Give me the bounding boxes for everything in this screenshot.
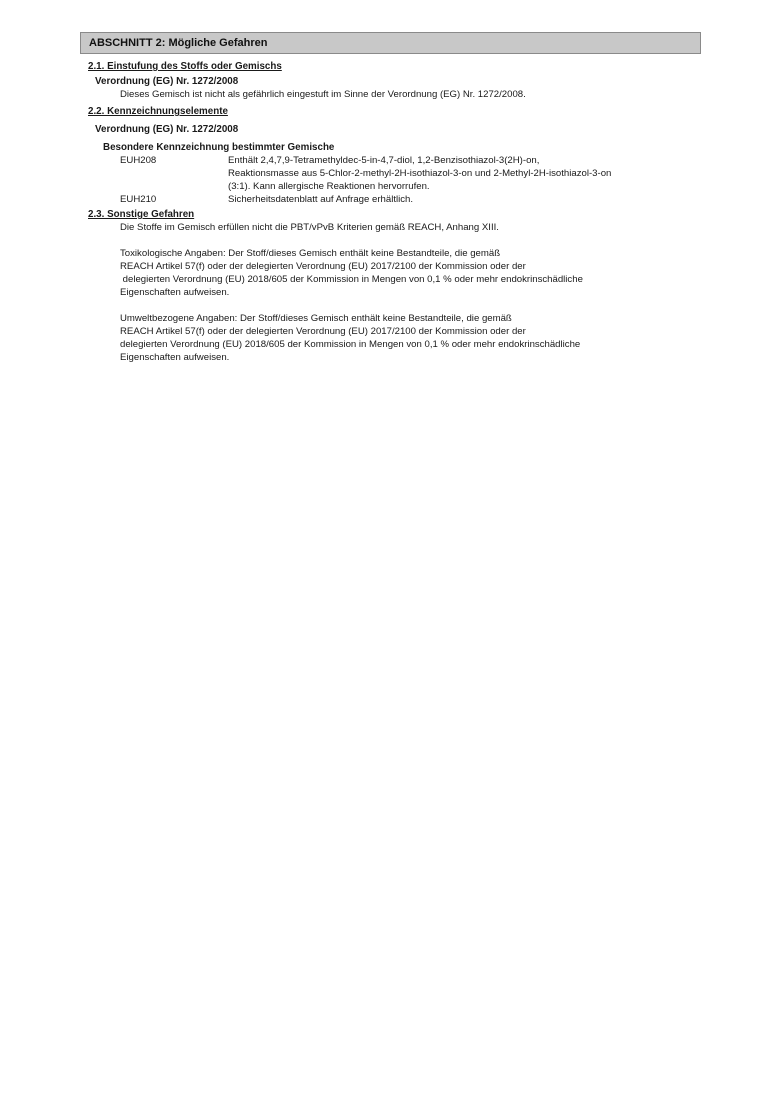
paragraph-line: Eigenschaften aufweisen. (120, 287, 230, 298)
euh-entry (120, 154, 701, 193)
subsection-2-3-heading: 2.3. Sonstige Gefahren (88, 209, 195, 220)
paragraph-line: Eigenschaften aufweisen. (120, 352, 230, 363)
euh-text (228, 193, 701, 206)
subsection-2-1-heading: 2.1. Einstufung des Stoffs oder Gemischs (88, 61, 282, 72)
regulation-heading-2-1: Verordnung (EG) Nr. 1272/2008 (95, 76, 239, 87)
regulation-heading-2-2: Verordnung (EG) Nr. 1272/2008 (95, 124, 239, 135)
paragraph-line: Toxikologische Angaben: Der Stoff/dieses Gemisch enthält keine Bestandteile, die gemäß (120, 248, 501, 259)
paragraph-line: Umweltbezogene Angaben: Der Stoff/dieses Gemisch enthält keine Bestandteile, die gemäß (120, 313, 512, 324)
paragraph-line: REACH Artikel 57(f) oder der delegierten Verordnung (EU) 2017/2100 der Kommission oder der (120, 261, 526, 272)
euh-text-line: Enthält 2,4,7,9-Tetramethyldec-5-in-4,7-diol, 1,2-Benzisothiazol-3(2H)-on, (228, 155, 540, 166)
pbt-statement: Die Stoffe im Gemisch erfüllen nicht die PBT/vPvB Kriterien gemäß REACH, Anhang XIII. (120, 222, 499, 233)
paragraph-line: REACH Artikel 57(f) oder der delegierten Verordnung (EU) 2017/2100 der Kommission oder der (120, 326, 526, 337)
special-labelling-heading: Besondere Kennzeichnung bestimmter Gemische (103, 142, 335, 153)
toxicological-paragraph (120, 247, 701, 299)
euh-code: EUH208 (120, 155, 157, 166)
paragraph-line: delegierten Verordnung (EU) 2018/605 der Kommission in Mengen von 0,1 % oder mehr endokrinschädliche (120, 274, 583, 285)
euh-text (228, 154, 701, 193)
environmental-paragraph (120, 312, 701, 364)
subsection-2-2-heading: 2.2. Kennzeichnungselemente (88, 106, 228, 117)
euh-entry (120, 193, 701, 206)
classification-statement: Dieses Gemisch ist nicht als gefährlich eingestuft im Sinne der Verordnung (EG) Nr. 1272/2008. (120, 89, 526, 100)
euh-code: EUH210 (120, 194, 157, 205)
sds-page (80, 32, 701, 364)
paragraph-line: delegierten Verordnung (EU) 2018/605 der Kommission in Mengen von 0,1 % oder mehr endokrinschädliche (120, 339, 581, 350)
euh-text-line: Reaktionsmasse aus 5-Chlor-2-methyl-2H-isothiazol-3-on und 2-Methyl-2H-isothiazol-3-on (228, 168, 612, 179)
euh-text-line: (3:1). Kann allergische Reaktionen hervorrufen. (228, 181, 430, 192)
section-header: ABSCHNITT 2: Mögliche Gefahren (80, 32, 701, 54)
euh-text-line: Sicherheitsdatenblatt auf Anfrage erhältlich. (228, 194, 414, 205)
